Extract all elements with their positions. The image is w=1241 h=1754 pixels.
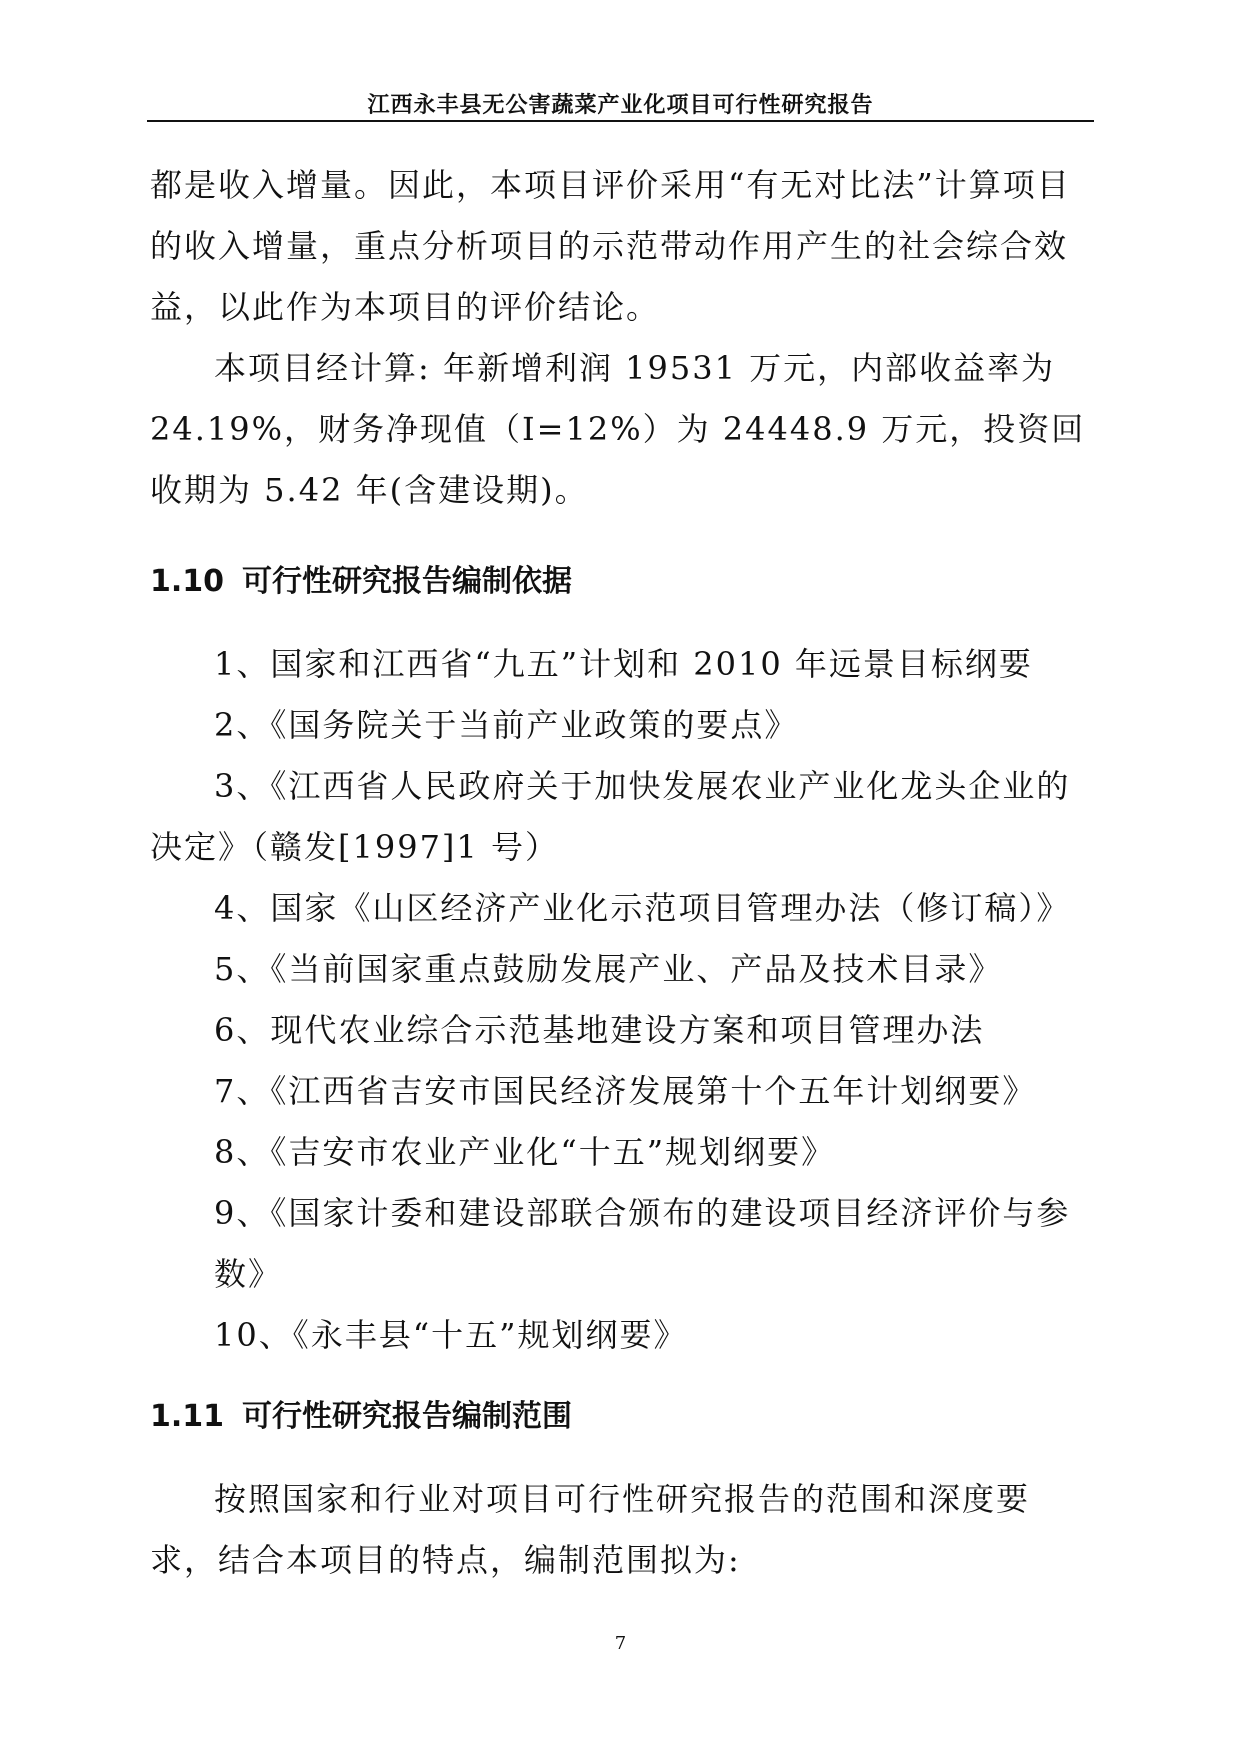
page-number: 7 — [614, 1633, 627, 1654]
list-item: 1、国家和江西省“九五”计划和 2010 年远景目标纲要 — [214, 645, 1033, 683]
section-heading-1-10 — [150, 551, 1095, 612]
list-item: 4、国家《山区经济产业化示范项目管理办法（修订稿）》 — [214, 889, 1071, 927]
list-item: 7、《江西省吉安市国民经济发展第十个五年计划纲要》 — [214, 1072, 1037, 1110]
list-item: 2、《国务院关于当前产业政策的要点》 — [214, 706, 799, 744]
section-title: 可行性研究报告编制范围 — [242, 1399, 572, 1434]
list-item: 9、《国家计委和建设部联合颁布的建设项目经济评价与参数》 — [214, 1194, 1071, 1293]
list-item: 8、《吉安市农业产业化“十五”规划纲要》 — [214, 1133, 836, 1171]
scope-paragraph: 按照国家和行业对项目可行性研究报告的范围和深度要求，结合本项目的特点，编制范围拟为: — [150, 1480, 1031, 1579]
intro-paragraph-1: 都是收入增量。因此，本项目评价采用“有无对比法”计算项目的收入增量，重点分析项目的示范带动作用产生的社会综合效益，以此作为本项目的评价结论。 — [150, 166, 1071, 326]
section-number: 1.10 — [150, 564, 225, 599]
header-rule — [147, 120, 1094, 122]
list-item: 3、《江西省人民政府关于加快发展农业产业化龙头企业的决定》（赣发[1997]1 号） — [150, 767, 1071, 866]
running-header: 江西永丰县无公害蔬菜产业化项目可行性研究报告 — [367, 93, 874, 118]
page-body — [150, 155, 1095, 1591]
section-number: 1.11 — [150, 1399, 225, 1434]
intro-paragraph-2: 本项目经计算: 年新增利润 19531 万元，内部收益率为 24.19%，财务净现值（I=12%）为 24448.9 万元，投资回收期为 5.42 年(含建设期)。 — [150, 349, 1086, 509]
list-item: 10、《永丰县“十五”规划纲要》 — [214, 1316, 688, 1354]
section-heading-1-11 — [150, 1386, 1095, 1447]
section-title: 可行性研究报告编制依据 — [242, 564, 572, 599]
basis-list — [150, 634, 1095, 1366]
list-item: 5、《当前国家重点鼓励发展产业、产品及技术目录》 — [214, 950, 1003, 988]
list-item: 6、现代农业综合示范基地建设方案和项目管理办法 — [214, 1011, 985, 1049]
